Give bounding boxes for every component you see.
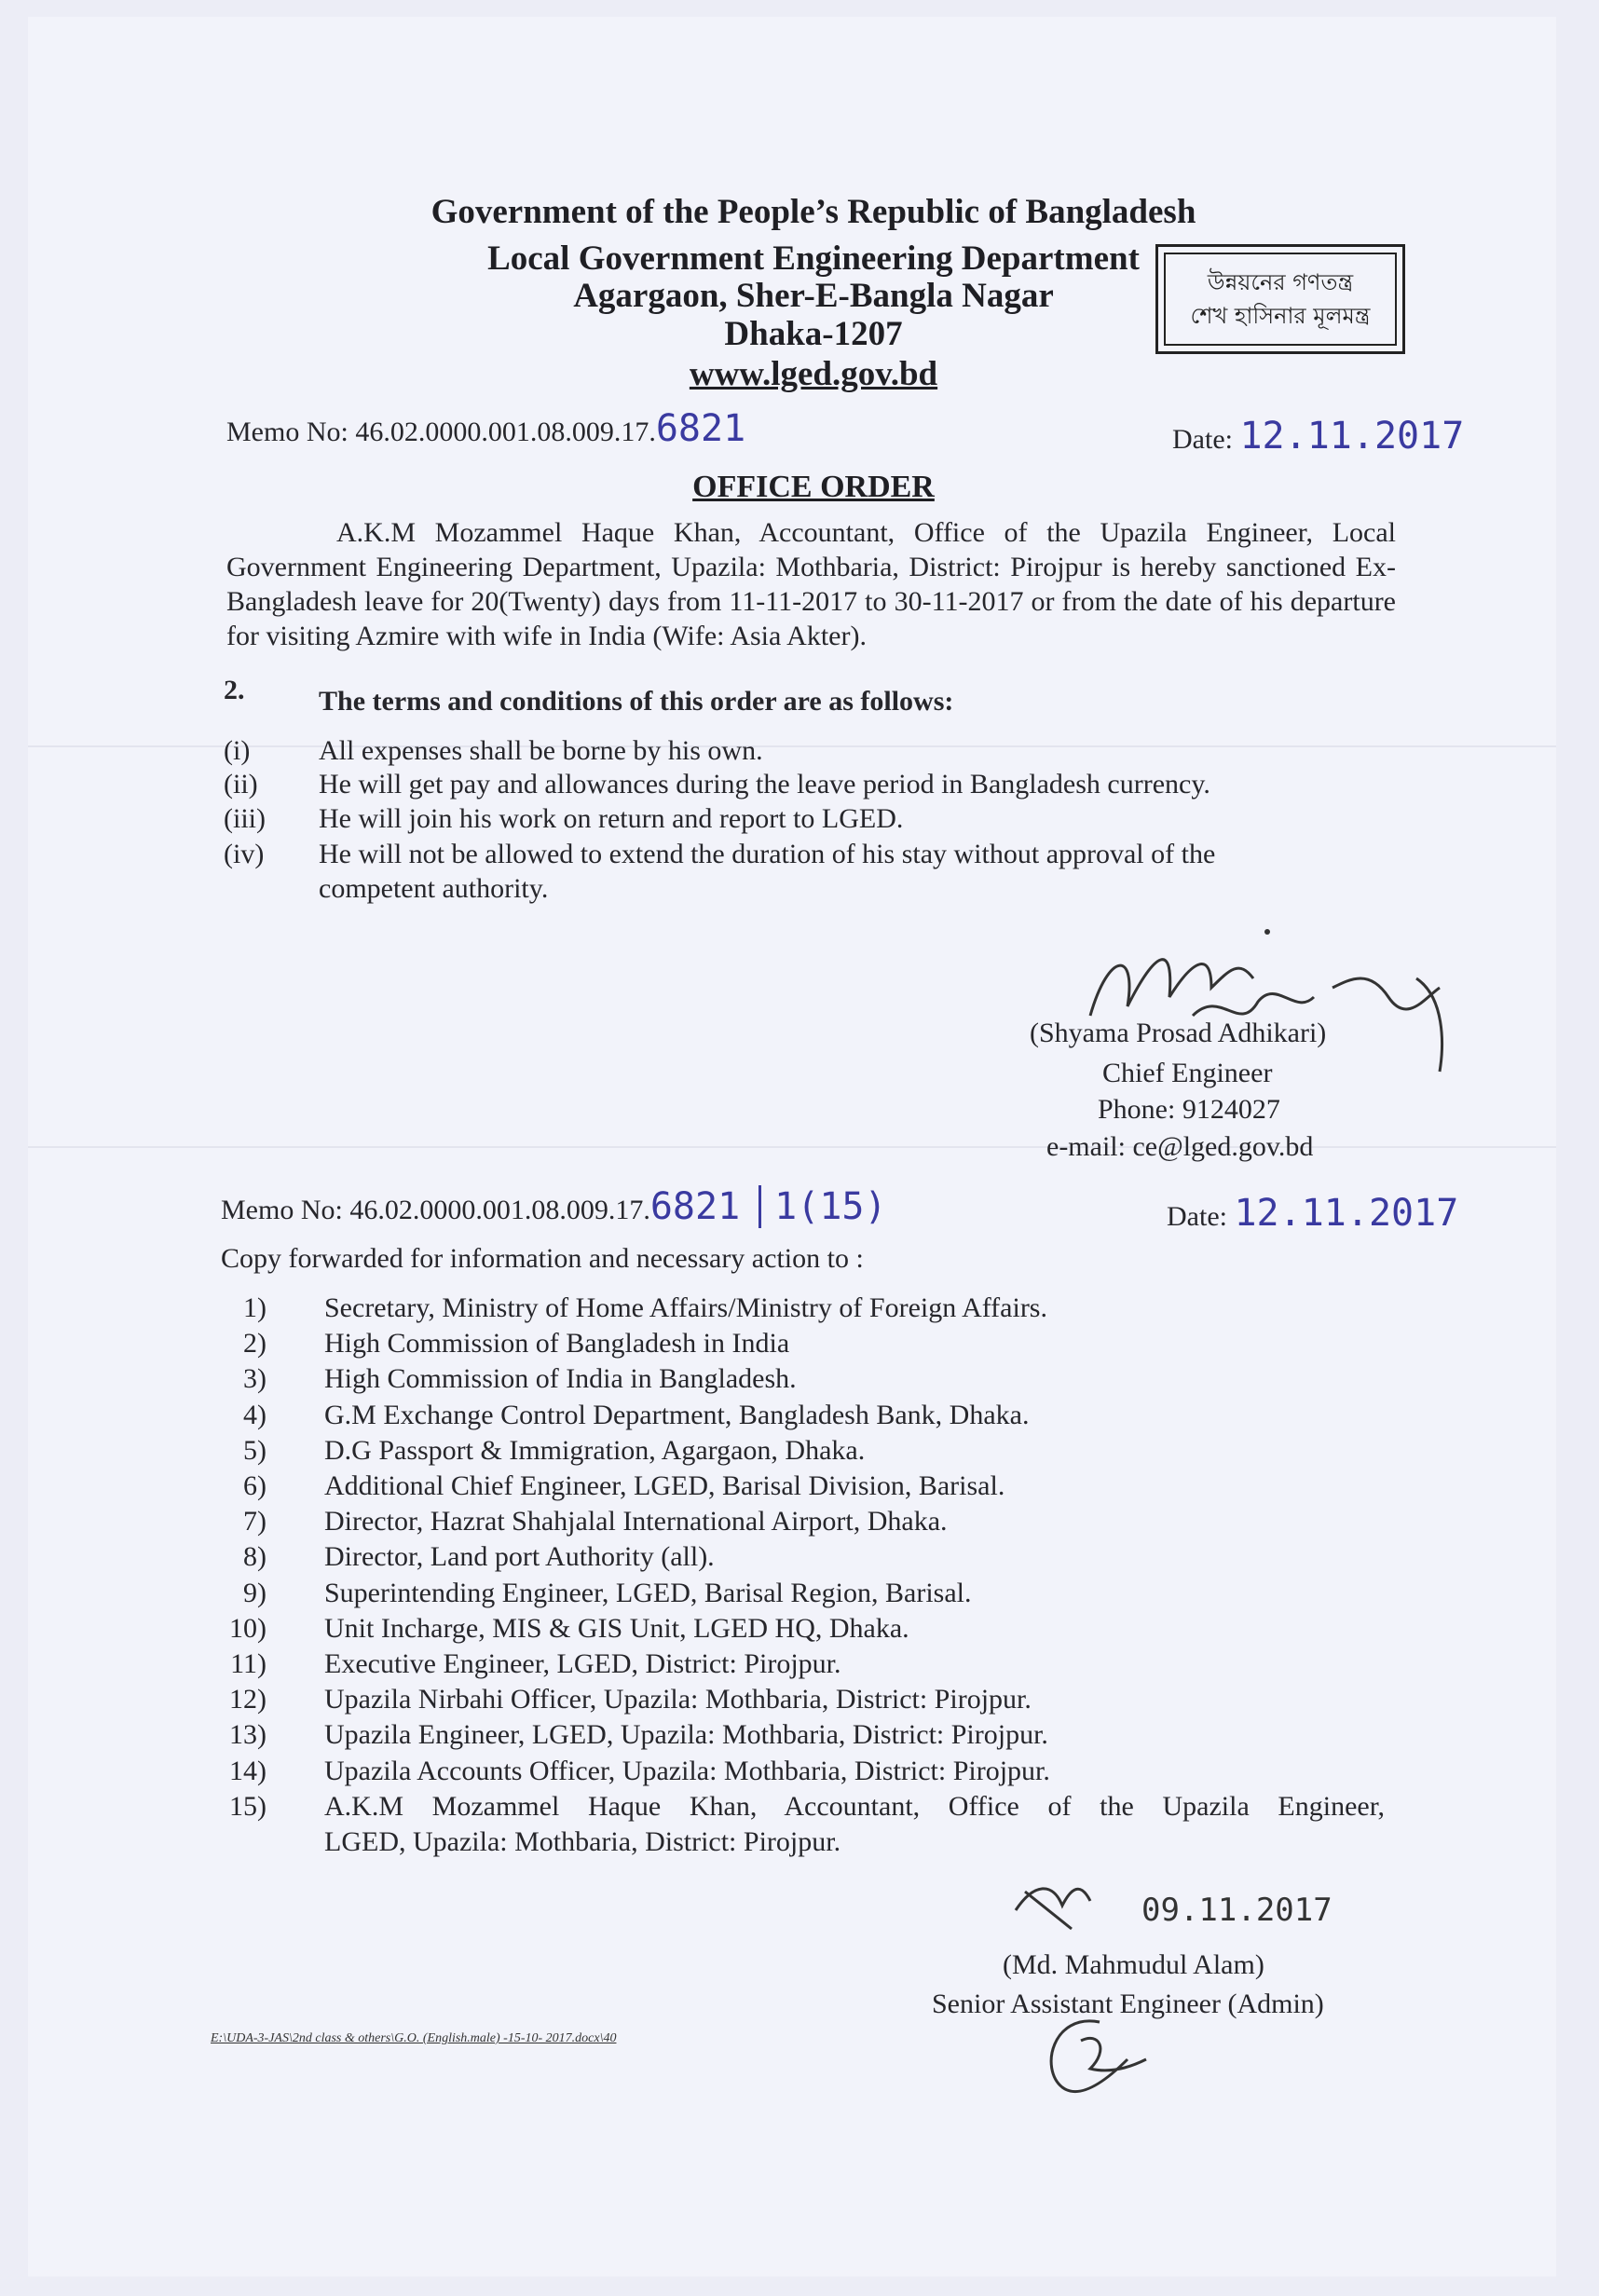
memo-prefix: Memo No: 46.02.0000.001.08.009.17.: [226, 417, 656, 447]
recipient-text: G.M Exchange Control Department, Bangladesh Bank, Dhaka.: [324, 1400, 1030, 1430]
term-text: He will not be allowed to extend the duration of his stay without approval of the: [319, 839, 1216, 869]
date-label: Date:: [1167, 1201, 1227, 1232]
file-path: E:\UDA-3-JAS\2nd class & others\G.O. (English.male) -15-10- 2017.docx\40: [211, 2031, 617, 2045]
term-number: (iv): [224, 839, 265, 869]
recipient-text: Director, Hazrat Shahjalal International Airport, Dhaka.: [324, 1506, 948, 1537]
recipient-text: Upazila Nirbahi Officer, Upazila: Mothbaria, District: Pirojpur.: [324, 1684, 1032, 1715]
memo-date-1: [1172, 415, 1465, 458]
recipient-number: 14): [229, 1756, 266, 1786]
recipient-text: Additional Chief Engineer, LGED, Barisal Division, Barisal.: [324, 1470, 1005, 1501]
fold-line: [28, 1146, 1556, 1148]
header-city: Dhaka-1207: [724, 315, 903, 353]
recipient-number: 5): [243, 1435, 266, 1466]
recipient-text: Executive Engineer, LGED, District: Pirojpur.: [324, 1648, 841, 1679]
terms-heading: The terms and conditions of this order are as follows:: [319, 686, 954, 717]
signatory2-title: Senior Assistant Engineer (Admin): [932, 1988, 1324, 2019]
recipient-text: LGED, Upazila: Mothbaria, District: Pirojpur.: [324, 1826, 841, 1857]
recipient-text: Upazila Accounts Officer, Upazila: Mothbaria, District: Pirojpur.: [324, 1756, 1050, 1786]
term-text: All expenses shall be borne by his own.: [319, 735, 763, 766]
recipient-text: Unit Incharge, MIS & GIS Unit, LGED HQ, Dhaka.: [324, 1613, 909, 1644]
recipient-number: 15): [229, 1791, 266, 1822]
date-label: Date:: [1172, 424, 1233, 455]
signatory2-name: (Md. Mahmudul Alam): [1003, 1949, 1264, 1980]
memo-number-1: [226, 407, 746, 450]
recipient-number: 10): [229, 1613, 266, 1644]
recipient-text: High Commission of Bangladesh in India: [324, 1328, 790, 1359]
stamp-line-2: শেখ হাসিনার মূলমন্ত্র: [1190, 303, 1371, 329]
term-number: (ii): [224, 769, 258, 800]
signature-initial-2: [1034, 2003, 1165, 2106]
signatory1-phone: Phone: 9124027: [1098, 1094, 1280, 1125]
recipient-text: Superintending Engineer, LGED, Barisal Region, Barisal.: [324, 1578, 972, 1608]
header-website: www.lged.gov.bd: [689, 355, 938, 393]
term-text: competent authority.: [319, 873, 549, 904]
date-handwritten: 12.11.2017: [1239, 415, 1465, 458]
date-handwritten: 12.11.2017: [1234, 1192, 1459, 1235]
fold-line: [28, 745, 1556, 747]
recipient-number: 6): [243, 1470, 266, 1501]
term-number: (i): [224, 735, 251, 766]
signatory2-date-handwritten: 09.11.2017: [1141, 1892, 1332, 1929]
office-order-title: OFFICE ORDER: [692, 470, 935, 504]
slogan-stamp: [1155, 244, 1405, 354]
memo-handwritten-suffix: 1(15): [758, 1185, 886, 1228]
recipient-text: Director, Land port Authority (all).: [324, 1541, 715, 1572]
term-number: (iii): [224, 803, 266, 834]
recipient-text: Secretary, Ministry of Home Affairs/Ministry of Foreign Affairs.: [324, 1292, 1047, 1323]
recipient-number: 3): [243, 1363, 266, 1394]
term-text: He will get pay and allowances during the leave period in Bangladesh currency.: [319, 769, 1210, 800]
memo-handwritten-number: 6821: [649, 1185, 741, 1228]
header-address: Agargaon, Sher-E-Bangla Nagar: [573, 277, 1054, 315]
recipient-number: 12): [229, 1684, 266, 1715]
stamp-line-1: উন্নয়নের গণতন্ত্র: [1207, 269, 1354, 295]
memo-number-2: [221, 1185, 887, 1228]
signatory1-name: (Shyama Prosad Adhikari): [1030, 1018, 1327, 1048]
terms-number: 2.: [224, 675, 245, 705]
recipient-text: High Commission of India in Bangladesh.: [324, 1363, 797, 1394]
recipient-text: Upazila Engineer, LGED, Upazila: Mothbaria, District: Pirojpur.: [324, 1719, 1048, 1750]
recipient-number: 4): [243, 1400, 266, 1430]
recipient-text: D.G Passport & Immigration, Agargaon, Dhaka.: [324, 1435, 866, 1466]
recipient-number: 11): [230, 1648, 266, 1679]
term-text: He will join his work on return and report to LGED.: [319, 803, 904, 834]
recipient-number: 9): [243, 1578, 266, 1608]
recipient-number: 13): [229, 1719, 266, 1750]
recipient-text: A.K.M Mozammel Haque Khan, Accountant, Office of the Upazila Engineer,: [324, 1791, 1385, 1822]
recipient-number: 7): [243, 1506, 266, 1537]
copy-forwarded-line: Copy forwarded for information and necessary action to :: [221, 1243, 864, 1274]
recipient-number: 2): [243, 1328, 266, 1359]
memo-date-2: [1167, 1192, 1459, 1235]
memo-prefix: Memo No: 46.02.0000.001.08.009.17.: [221, 1195, 650, 1225]
recipient-number: 8): [243, 1541, 266, 1572]
memo-handwritten-number: 6821: [655, 407, 746, 450]
signatory1-email: e-mail: ce@lged.gov.bd: [1046, 1131, 1314, 1162]
header-government: Government of the People’s Republic of Bangladesh: [430, 193, 1196, 231]
recipient-number: 1): [243, 1292, 266, 1323]
order-paragraph: A.K.M Mozammel Haque Khan, Accountant, Office of the Upazila Engineer, Local Government Engineering Department, Upazila: Mothbaria, District: Pirojpur is hereby sanctioned Ex-Bangladesh leave for 20(Twenty) days from 11-11-2017 to 30-11-2017 or from the date of his departure for visiting Azmire with wife in India (Wife: Asia Akter).: [226, 517, 1396, 651]
header-department: Local Government Engineering Department: [487, 239, 1140, 278]
signatory1-title: Chief Engineer: [1102, 1058, 1273, 1088]
